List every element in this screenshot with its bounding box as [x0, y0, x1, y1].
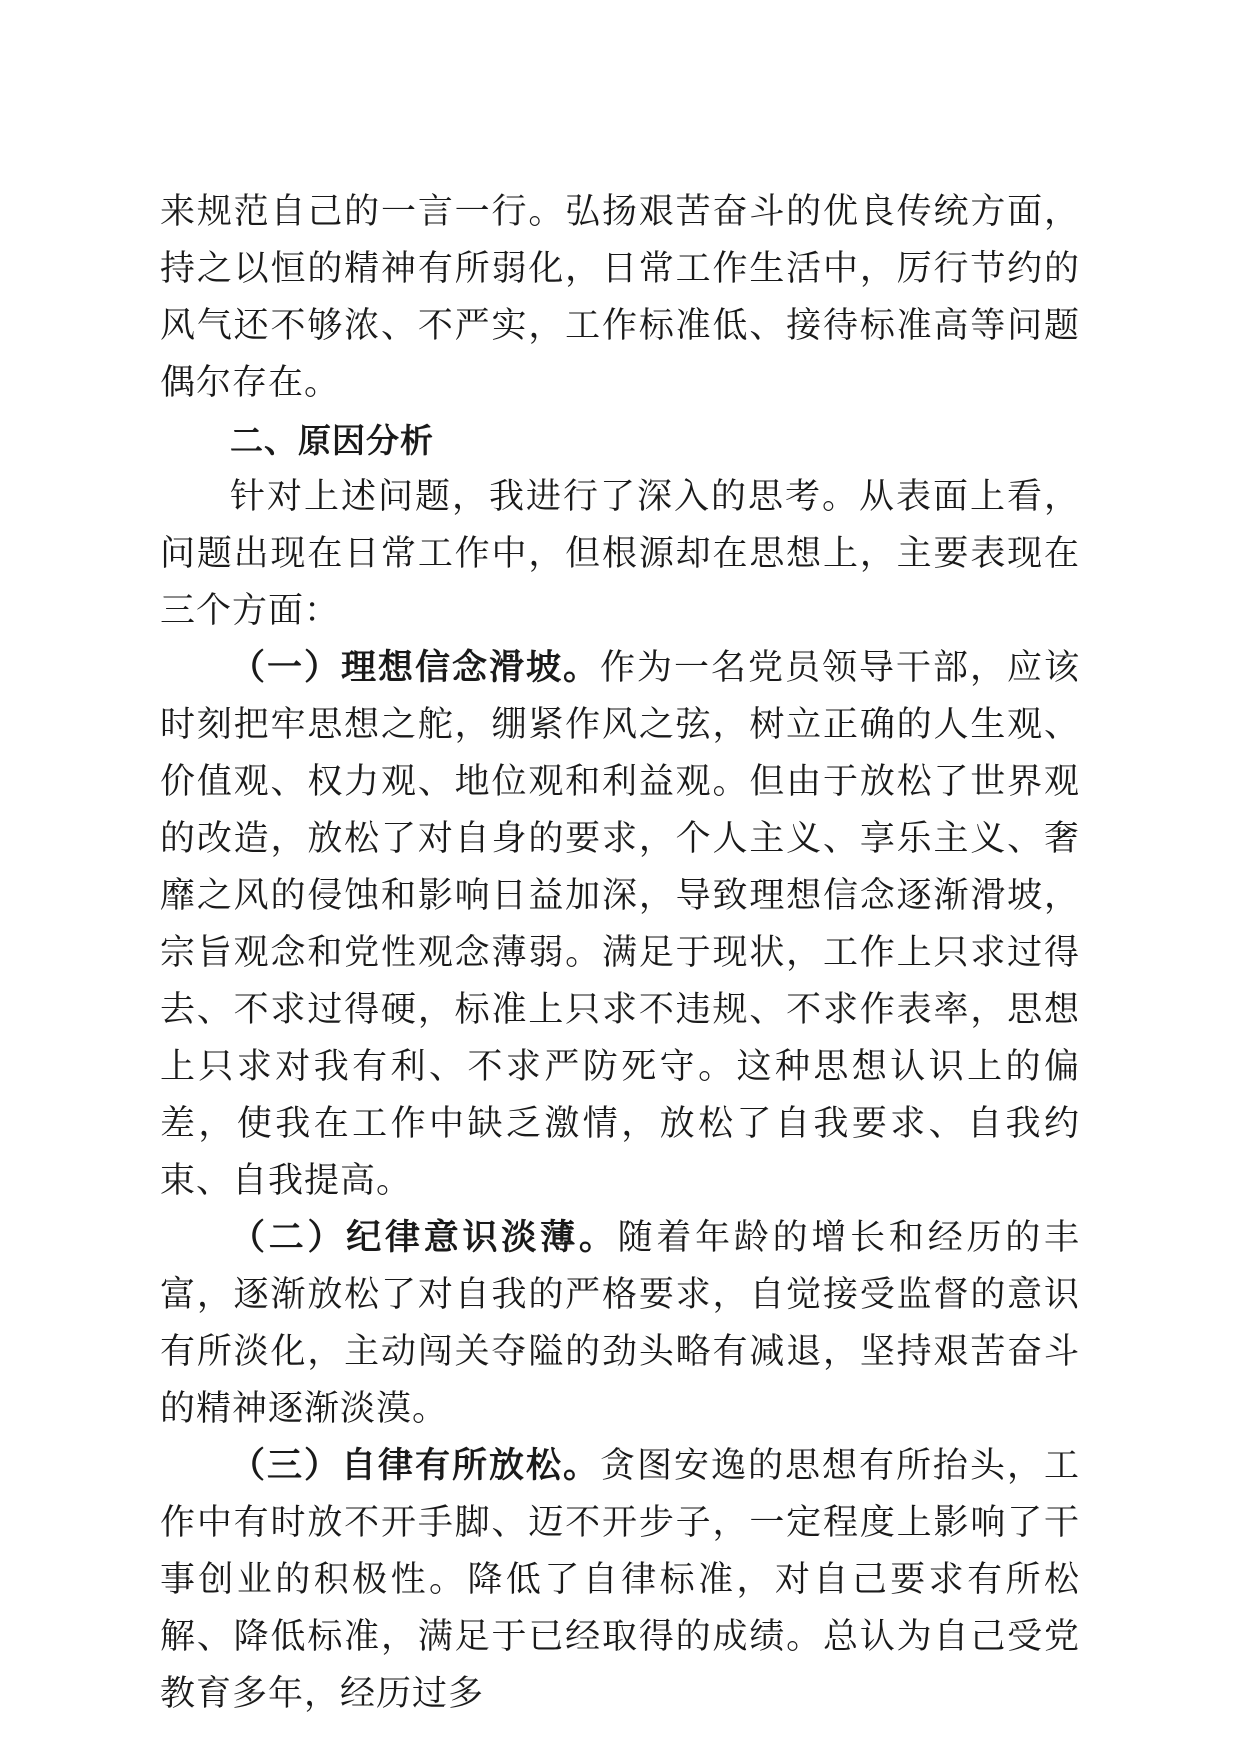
document-body	[160, 184, 1080, 1723]
paragraph-continuation: 来规范自己的一言一行。弘扬艰苦奋斗的优良传统方面，持之以恒的精神有所弱化，日常工作生活中，厉行节约的风气还不够浓、不严实，工作标准低、接待标准高等问题偶尔存在。	[160, 192, 1080, 403]
item-1-lead: （一）理想信念滑坡。	[230, 648, 600, 688]
paragraph-item-3	[160, 1438, 1080, 1723]
paragraph-item-1	[160, 640, 1080, 1210]
item-3-text: 贪图安逸的思想有所抬头，工作中有时放不开手脚、迈不开步子，一定程度上影响了干事创业的积极性。降低了自律标准，对自己要求有所松解、降低标准，满足于已经取得的成绩。总认为自己受党教育多年，经历过多	[160, 1446, 1080, 1714]
item-2-text: 随着年龄的增长和经历的丰富，逐渐放松了对自我的严格要求，自觉接受监督的意识有所淡化，主动闯关夺隘的劲头略有减退，坚持艰苦奋斗的精神逐渐淡漠。	[160, 1218, 1080, 1429]
paragraph-item-2	[160, 1210, 1080, 1438]
paragraph-intro: 针对上述问题，我进行了深入的思考。从表面上看，问题出现在日常工作中，但根源却在思想上，主要表现在三个方面：	[160, 477, 1080, 631]
item-3-lead: （三）自律有所放松。	[230, 1446, 600, 1486]
section-heading: 二、原因分析	[230, 421, 434, 460]
item-1-text: 作为一名党员领导干部，应该时刻把牢思想之舵，绷紧作风之弦，树立正确的人生观、价值观、权力观、地位观和利益观。但由于放松了世界观的改造，放松了对自身的要求，个人主义、享乐主义、奢靡之风的侵蚀和影响日益加深，导致理想信念逐渐滑坡，宗旨观念和党性观念薄弱。满足于现状，工作上只求过得去、不求过得硬，标准上只求不违规、不求作表率，思想上只求对我有利、不求严防死守。这种思想认识上的偏差，使我在工作中缺乏激情，放松了自我要求、自我约束、自我提高。	[160, 648, 1080, 1201]
item-2-lead: （二）纪律意识淡薄。	[230, 1218, 618, 1258]
